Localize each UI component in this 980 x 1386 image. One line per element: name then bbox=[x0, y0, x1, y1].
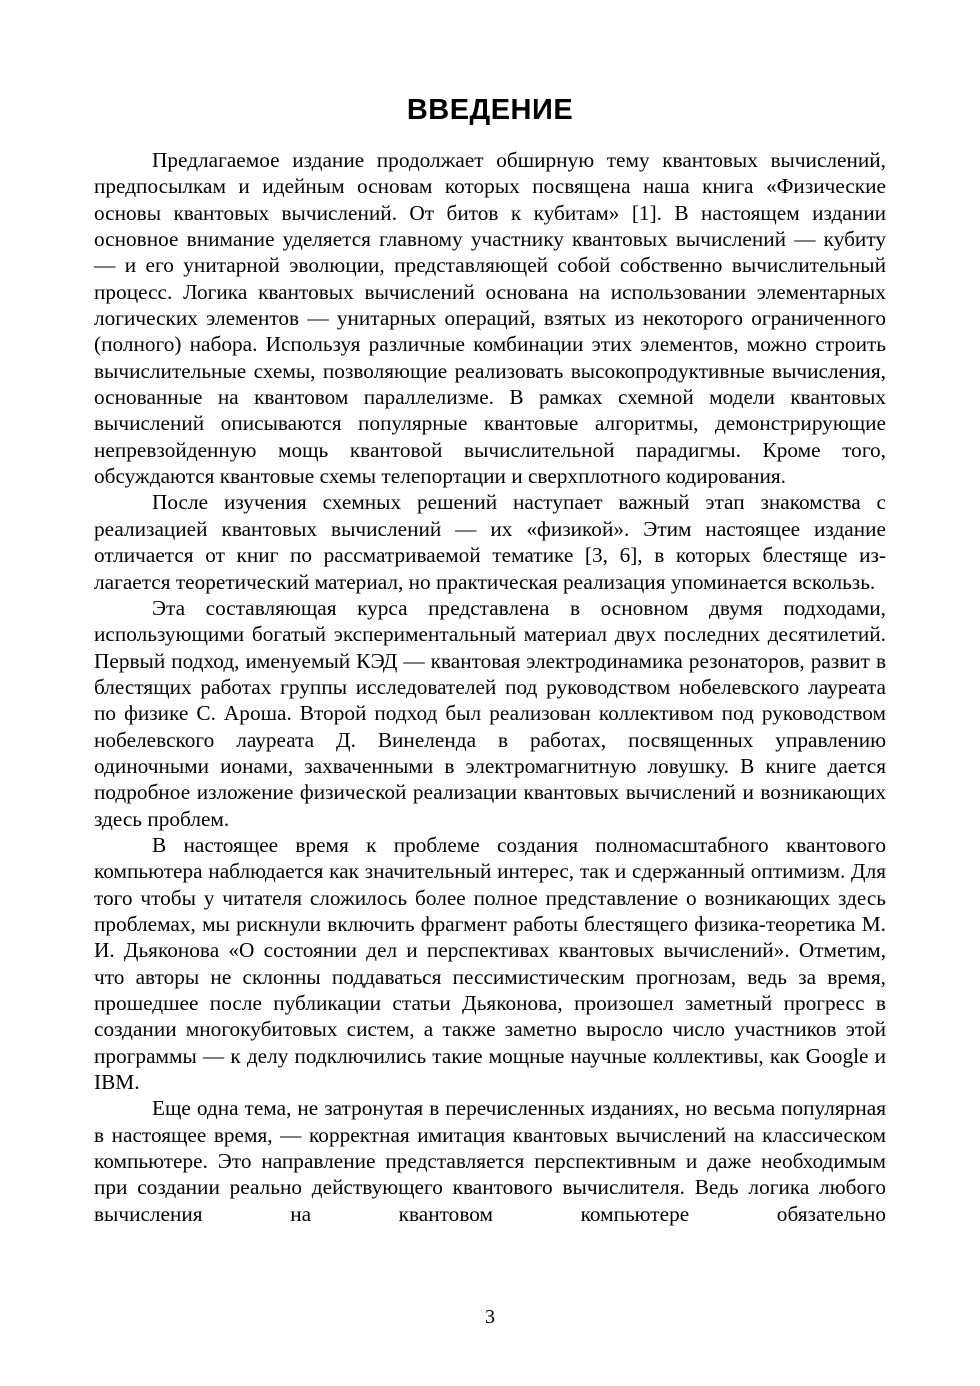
page-title: ВВЕДЕНИЕ bbox=[406, 94, 574, 126]
paragraph-4: В настоящее время к проблеме создания полномасштабного квантового компьютера наблюдается как значительный интерес, так и сдержанный оптимизм. Для того чтобы у читателя сложилось более полное представление о возникающих здесь проблемах, мы рискнули включить фрагмент работы блестящего физика-теоретика М. И. Дьяконова «О состоянии дел и перспективах квантовых вычислений». Отметим, что авторы не склонны поддаваться пессимистическим прогнозам, ведь за время, прошедшее после публикации статьи Дьяконова, произошел заметный прогресс в создании многокубитовых систем, а также заметно выросло число участников этой программы — к делу подключились такие мощные научные коллективы, как Google и IBM. bbox=[94, 832, 886, 1095]
paragraph-5: Еще одна тема, не затронутая в перечисленных изданиях, но весьма популярная в настоящее время, — корректная имитация квантовых вычислений на классическом компьютере. Это направление представляется перспективным и даже необходимым при создании реально действующего квантового вычислителя. Ведь логика любого вычисления на квантовом компьютере обязательно bbox=[94, 1096, 886, 1226]
paragraph-3: Эта составляющая курса представлена в основном двумя подходами, использующими богатый экспериментальный материал двух последних десятилетий. Первый подход, именуемый КЭД — квантовая электродинамика резонаторов, развит в блестящих работах группы исследователей под руководством нобелевского лауреата по физике С. Ароша. Второй подход был реализован коллективом под руководством нобелевского лауреата Д. Винеленда в работах, посвященных управлению одиночными ионами, захваченными в электромагнитную ловушку. В книге дается подробное изложение физической реализации квантовых вычислений и возникающих здесь проблем. bbox=[94, 595, 886, 831]
page-number: 3 bbox=[485, 1306, 495, 1328]
paragraph-1: Предлагаемое издание продолжает обширную тему квантовых вычислений, предпосылкам и идейным основам которых посвящена наша книга «Физические основы квантовых вычислений. От битов к кубитам» [1]. В настоящем издании основное внимание уделяется главному участнику квантовых вычислений — кубиту — и его унитарной эволюции, представляющей собой собственно вычислительный процесс. Логика квантовых вычислений основана на использовании элементарных логических элементов — унитарных операций, взятых из некоторого ограниченного (полного) набора. Используя различные комбинации этих элементов, можно строить вычислительные схемы, позволяющие реализовать высокопродуктивные вычисления, основанные на квантовом параллелизме. В рамках схемной модели квантовых вычислений описываются популярные квантовые алгоритмы, демонстрирующие непревзойденную мощь квантовой вычислительной парадигмы. Кроме того, обсуждаются квантовые схемы телепортации и сверхплотного кодирования. bbox=[94, 148, 886, 489]
paragraph-2: После изучения схемных решений наступает важный этап знакомства с реализацией квантовых вычислений — их «физикой». Этим настоящее издание отличается от книг по рассматриваемой тематике [3, 6], в которых блестяще излагается теоретический материал, но практическая реализация упоминается вскользь. bbox=[94, 490, 886, 594]
document-body bbox=[94, 147, 886, 1227]
